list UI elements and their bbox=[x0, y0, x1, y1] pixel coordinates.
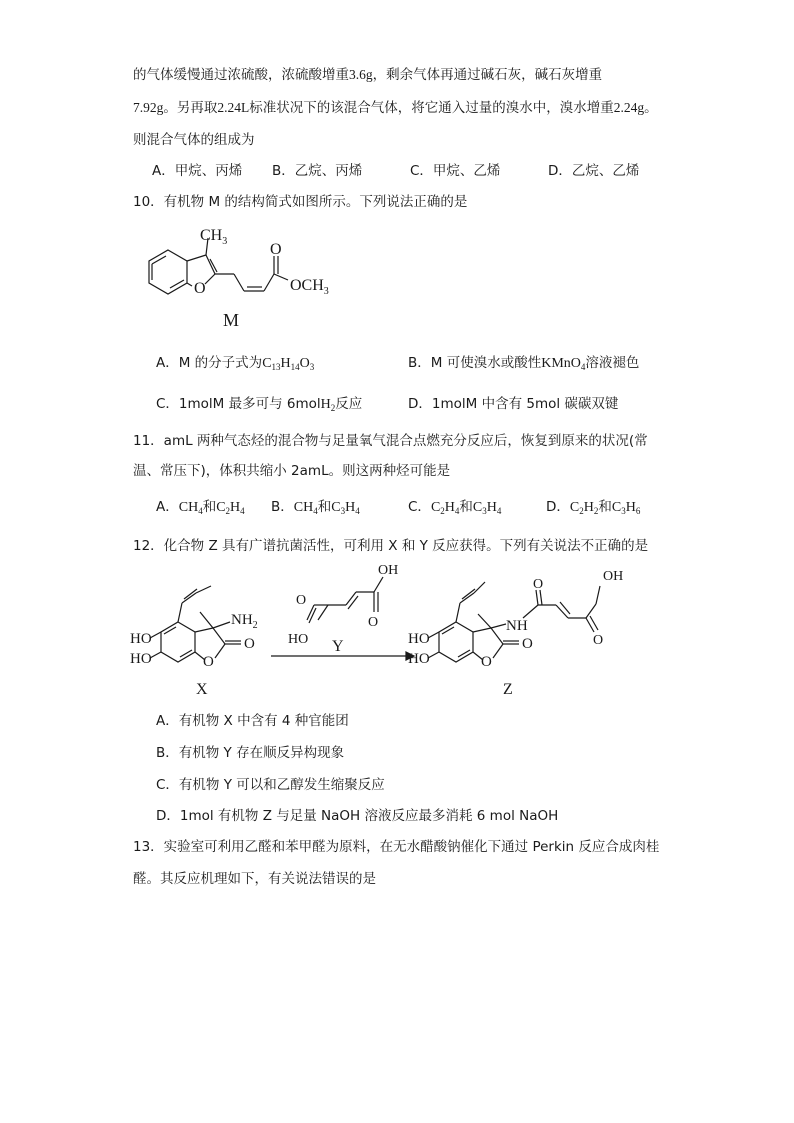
option-and: 和 bbox=[317, 499, 332, 515]
q10-option-d[interactable]: D．1molM 中含有 5mol 碳碳双键 bbox=[408, 396, 619, 412]
q11-option-a[interactable] bbox=[156, 498, 245, 517]
q9-text-line-2 bbox=[133, 99, 658, 117]
z-amide-o-label: O bbox=[533, 577, 544, 592]
formula-ch4: $CH_4$ bbox=[178, 500, 203, 516]
z-ring-o-label: O bbox=[481, 654, 492, 670]
q10-option-c[interactable] bbox=[156, 395, 362, 414]
formula-h2: $H_2$ bbox=[320, 397, 336, 413]
formula-c3h6: $C_3H_6$ bbox=[611, 500, 641, 516]
y-hydroxyl-label: OH bbox=[378, 563, 399, 578]
q12-option-b[interactable]: B．有机物 Y 存在顺反异构现象 bbox=[156, 745, 345, 761]
structure-bonds bbox=[149, 238, 288, 294]
z-keto-o-label: O bbox=[522, 636, 533, 652]
q9-mass-2: 7.92g bbox=[133, 100, 164, 115]
option-text: 反应 bbox=[335, 396, 363, 412]
q9-text-part: 。 bbox=[644, 100, 658, 116]
x-ring-o-label: O bbox=[203, 654, 214, 670]
option-text: C．1molM 最多可与 6mol bbox=[156, 396, 321, 412]
z-acid-oh-label: OH bbox=[603, 569, 624, 584]
q11-stem-line-2: 温、常压下)，体积共缩小 2amL。则这两种烃可能是 bbox=[133, 463, 451, 479]
formula-c3h4: $C_3H_4$ bbox=[472, 500, 502, 516]
q10-option-b[interactable] bbox=[408, 354, 639, 373]
benzene-ring bbox=[149, 250, 187, 294]
q12-reaction-scheme bbox=[128, 560, 668, 705]
q9-option-c[interactable]: C．甲烷、乙烯 bbox=[410, 163, 501, 179]
option-letter: A． bbox=[156, 499, 179, 515]
y-carbonyl-o-label: O bbox=[368, 615, 379, 630]
q9-option-d[interactable]: D．乙烷、乙烯 bbox=[548, 163, 640, 179]
formula-ch4: $CH_4$ bbox=[293, 500, 318, 516]
q13-stem-line-1: 13．实验室可利用乙醛和苯甲醛为原料，在无水醋酸钠催化下通过 Perkin 反应合成肉桂 bbox=[133, 839, 660, 855]
x-hydroxyl-label: HO bbox=[130, 631, 152, 647]
compound-z-label: Z bbox=[503, 681, 513, 698]
q9-volume: 2.24L bbox=[217, 100, 250, 115]
q11-option-b[interactable] bbox=[271, 498, 360, 517]
q13-stem-line-2: 醛。其反应机理如下，有关说法错误的是 bbox=[133, 871, 376, 887]
formula-c3h4: $C_3H_4$ bbox=[331, 500, 360, 516]
q9-text-part: 标准状况下的该混合气体，将它通入过量的溴水中，溴水增重 bbox=[249, 100, 614, 116]
methoxy-label: $OCH_3$ bbox=[290, 277, 329, 297]
compound-x-label: X bbox=[196, 681, 208, 698]
q10-option-a[interactable] bbox=[156, 354, 314, 373]
option-text: A．M 的分子式为 bbox=[156, 355, 263, 371]
option-letter: D． bbox=[546, 499, 570, 515]
option-and: 和 bbox=[459, 499, 473, 515]
formula-c2h4: $C_2H_4$ bbox=[430, 500, 460, 516]
option-letter: C． bbox=[408, 499, 431, 515]
x-keto-o-label: O bbox=[244, 636, 255, 652]
methyl-label: $CH_3$ bbox=[200, 227, 228, 247]
x-benzene-ring bbox=[161, 622, 195, 662]
q9-text-part: 。另再取 bbox=[163, 100, 218, 116]
option-text: B．M 可使溴水或酸性 bbox=[408, 355, 542, 371]
compound-m-label: M bbox=[223, 310, 240, 330]
z-hydroxyl-label: HO bbox=[408, 631, 430, 647]
q12-stem: 12．化合物 Z 具有广谱抗菌活性，可利用 X 和 Y 反应获得。下列有关说法不正确的是 bbox=[133, 538, 649, 554]
q9-option-a[interactable]: A．甲烷、丙烯 bbox=[152, 163, 243, 179]
x-hydroxyl-label: HO bbox=[130, 651, 152, 667]
q9-text-part: ，剩余气体再通过碱石灰，碱石灰增重 bbox=[372, 67, 603, 83]
y-carbonyl-o-label: O bbox=[296, 593, 307, 608]
q9-option-b[interactable]: B．乙烷、丙烯 bbox=[272, 163, 363, 179]
q12-option-c[interactable]: C．有机物 Y 可以和乙醇发生缩聚反应 bbox=[156, 777, 385, 793]
formula-c2h4: $C_2H_4$ bbox=[216, 500, 245, 516]
compound-x-bonds bbox=[150, 586, 241, 662]
q9-text-part: 的气体缓慢通过浓硫酸，浓硫酸增重 bbox=[133, 67, 349, 83]
q10-stem: 10．有机物 M 的结构简式如图所示。下列说法正确的是 bbox=[133, 194, 468, 210]
formula-c13h14o3: $C_{13}H_{14}O_3$ bbox=[262, 356, 315, 372]
formula-kmno4: KMnO$_4$ bbox=[541, 356, 586, 372]
furan-o-label: O bbox=[194, 280, 206, 297]
option-letter: B． bbox=[271, 499, 294, 515]
option-and: 和 bbox=[598, 499, 612, 515]
option-and: 和 bbox=[202, 499, 217, 515]
compound-y-label: Y bbox=[332, 638, 344, 655]
q11-stem-line-1: 11．amL 两种气态烃的混合物与足量氧气混合点燃充分反应后，恢复到原来的状况(常 bbox=[133, 433, 648, 449]
z-hydroxyl-label: HO bbox=[408, 651, 430, 667]
z-amide-nh-label: NH bbox=[506, 618, 528, 634]
option-text: 溶液褪色 bbox=[585, 355, 640, 371]
y-hydroxyl-label: HO bbox=[288, 632, 309, 647]
z-acid-o-label: O bbox=[593, 633, 604, 648]
q10-structure-m bbox=[128, 218, 358, 333]
q9-text-line-3: 则混合气体的组成为 bbox=[133, 132, 255, 148]
carbonyl-o-label: O bbox=[270, 241, 282, 258]
x-amine-label: $NH_2$ bbox=[231, 612, 258, 631]
q11-option-d[interactable] bbox=[546, 498, 640, 517]
q12-option-d[interactable]: D．1mol 有机物 Z 与足量 NaOH 溶液反应最多消耗 6 mol NaOH bbox=[156, 808, 559, 824]
z-benzene-ring bbox=[439, 622, 473, 662]
q9-text-line-1 bbox=[133, 66, 602, 84]
q12-option-a[interactable]: A．有机物 X 中含有 4 种官能团 bbox=[156, 713, 349, 729]
q9-mass-3: 2.24g bbox=[613, 100, 645, 115]
formula-c2h2: $C_2H_2$ bbox=[569, 500, 599, 516]
q11-option-c[interactable] bbox=[408, 498, 501, 517]
q9-mass-1: 3.6g bbox=[349, 67, 373, 82]
